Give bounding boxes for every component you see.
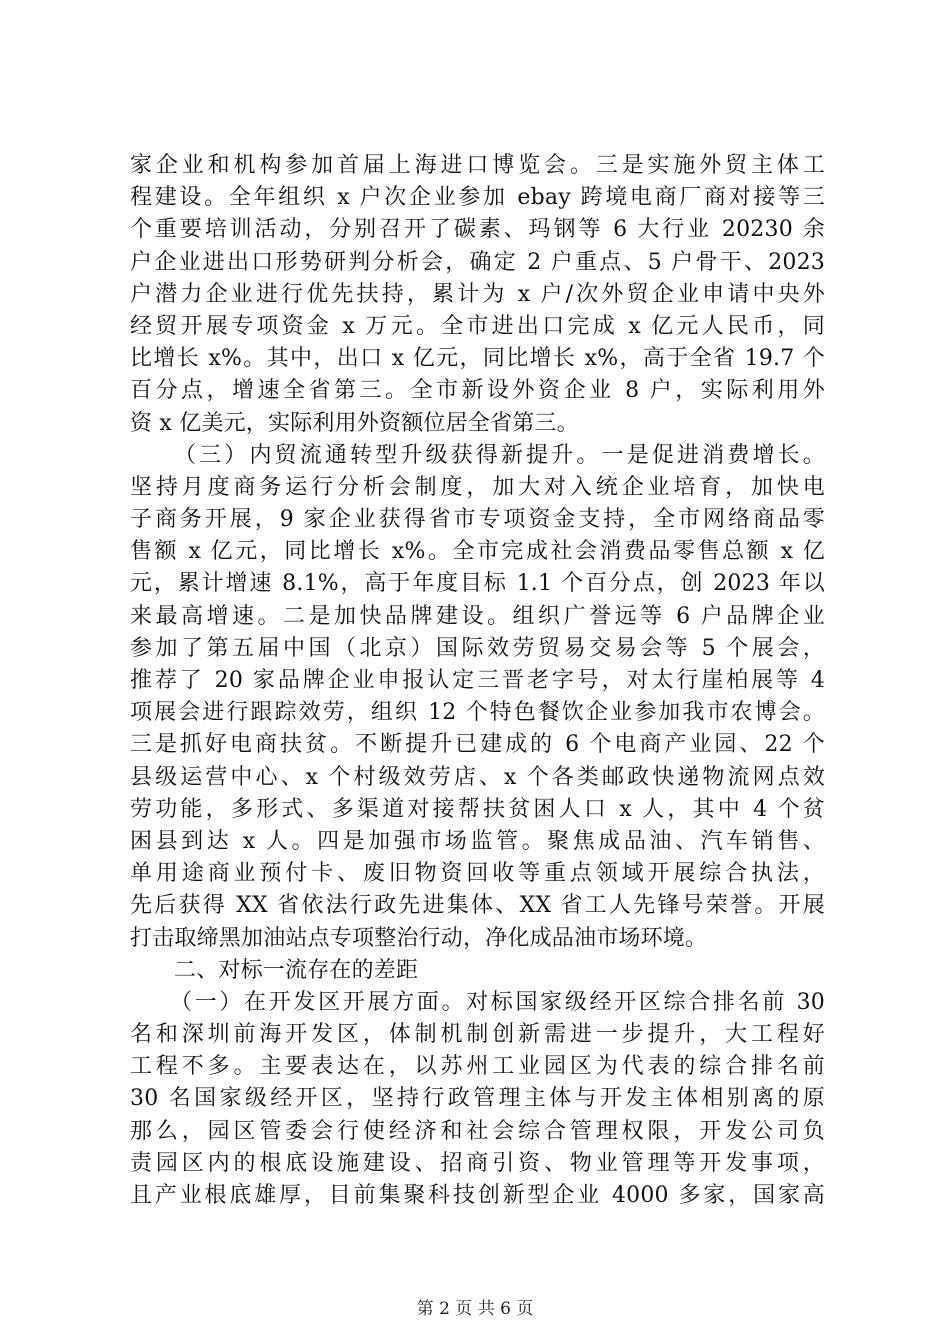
text-line: 名和深圳前海开发区，体制机制创新需进一步提升，大工程好 <box>130 1022 825 1048</box>
text-line: 户潜力企业进行优先扶持，累计为 x 户/次外贸企业申请中央外 <box>130 281 825 307</box>
text-line: 项展会进行跟踪效劳，组织 12 个特色餐饮企业参加我市农博会。 <box>130 700 825 726</box>
text-line: 且产业根底雄厚，目前集聚科技创新型企业 4000 多家，国家高 <box>130 1183 825 1208</box>
text-line: 先后获得 XX 省依法行政先进集体、XX 省工人先锋号荣誉。开展 <box>130 893 825 919</box>
text-line: 县级运营中心、x 个村级效劳店、x 个各类邮政快递物流网点效 <box>130 764 825 790</box>
text-line: 三是抓好电商扶贫。不断提升已建成的 6 个电商产业园、22 个 <box>130 732 825 758</box>
text-line: 工程不多。主要表达在，以苏州工业园区为代表的综合排名前 <box>130 1054 825 1080</box>
paragraph-heading: （三）内贸流通转型升级获得新提升。一是促进消费增长。 <box>174 442 825 468</box>
text-line: 子商务开展，9 家企业获得省市专项资金支持，全市网络商品零 <box>130 507 825 533</box>
text-line: 坚持月度商务运行分析会制度，加大对入统企业培育，加快电 <box>130 474 825 500</box>
section-heading: 二、对标一流存在的差距 <box>174 957 419 983</box>
text-line: 单用途商业预付卡、废旧物资回收等重点领域开展综合执法， <box>130 861 825 887</box>
text-line: 程建设。全年组织 x 户次企业参加 ebay 跨境电商厂商对接等三 <box>130 185 825 211</box>
text-line: 家企业和机构参加首届上海进口博览会。三是实施外贸主体工 <box>130 153 825 178</box>
text-line: 责园区内的根底设施建设、招商引资、物业管理等开发事项， <box>130 1150 825 1176</box>
text-line: 打击取缔黑加油站点专项整治行动，净化成品油市场环境。 <box>130 925 708 951</box>
text-line: 百分点，增速全省第三。全市新设外资企业 8 户，实际利用外 <box>130 378 825 404</box>
text-line: 比增长 x%。其中，出口 x 亿元，同比增长 x%，高于全省 19.7 个 <box>130 346 825 372</box>
document-body <box>130 150 825 1212</box>
text-line: 经贸开展专项资金 x 万元。全市进出口完成 x 亿元人民币，同 <box>130 313 825 339</box>
text-line: 推荐了 20 家品牌企业申报认定三晋老字号，对太行崖柏展等 4 <box>130 668 825 693</box>
text-line: 元，累计增速 8.1%，高于年度目标 1.1 个百分点，创 2023 年以 <box>130 571 825 597</box>
text-line: 困县到达 x 人。四是加强市场监管。聚焦成品油、汽车销售、 <box>130 828 825 854</box>
page-number-footer: 第 2 页 共 6 页 <box>416 1299 534 1319</box>
text-line: 30 名国家级经开区，坚持行政管理主体与开发主体相别离的原 <box>130 1086 825 1112</box>
paragraph-heading: （一）在开发区开展方面。对标国家级经开区综合排名前 30 <box>170 989 825 1015</box>
text-line: 个重要培训活动，分别召开了碳素、玛钢等 6 大行业 20230 余 <box>130 217 825 243</box>
text-line: 售额 x 亿元，同比增长 x%。全市完成社会消费品零售总额 x 亿 <box>130 539 825 565</box>
text-line: 劳功能，多形式、多渠道对接帮扶贫困人口 x 人，其中 4 个贫 <box>130 796 825 822</box>
text-line: 资 x 亿美元，实际利用外资额位居全省第三。 <box>130 410 579 436</box>
text-line: 户企业进出口形势研判分析会，确定 2 户重点、5 户骨干、2023 <box>130 249 825 275</box>
text-line: 来最高增速。二是加快品牌建设。组织广誉远等 6 户品牌企业 <box>130 603 825 629</box>
text-line: 那么，园区管委会行使经济和社会综合管理权限，开发公司负 <box>130 1118 825 1144</box>
text-line: 参加了第五届中国（北京）国际效劳贸易交易会等 5 个展会， <box>130 635 825 661</box>
